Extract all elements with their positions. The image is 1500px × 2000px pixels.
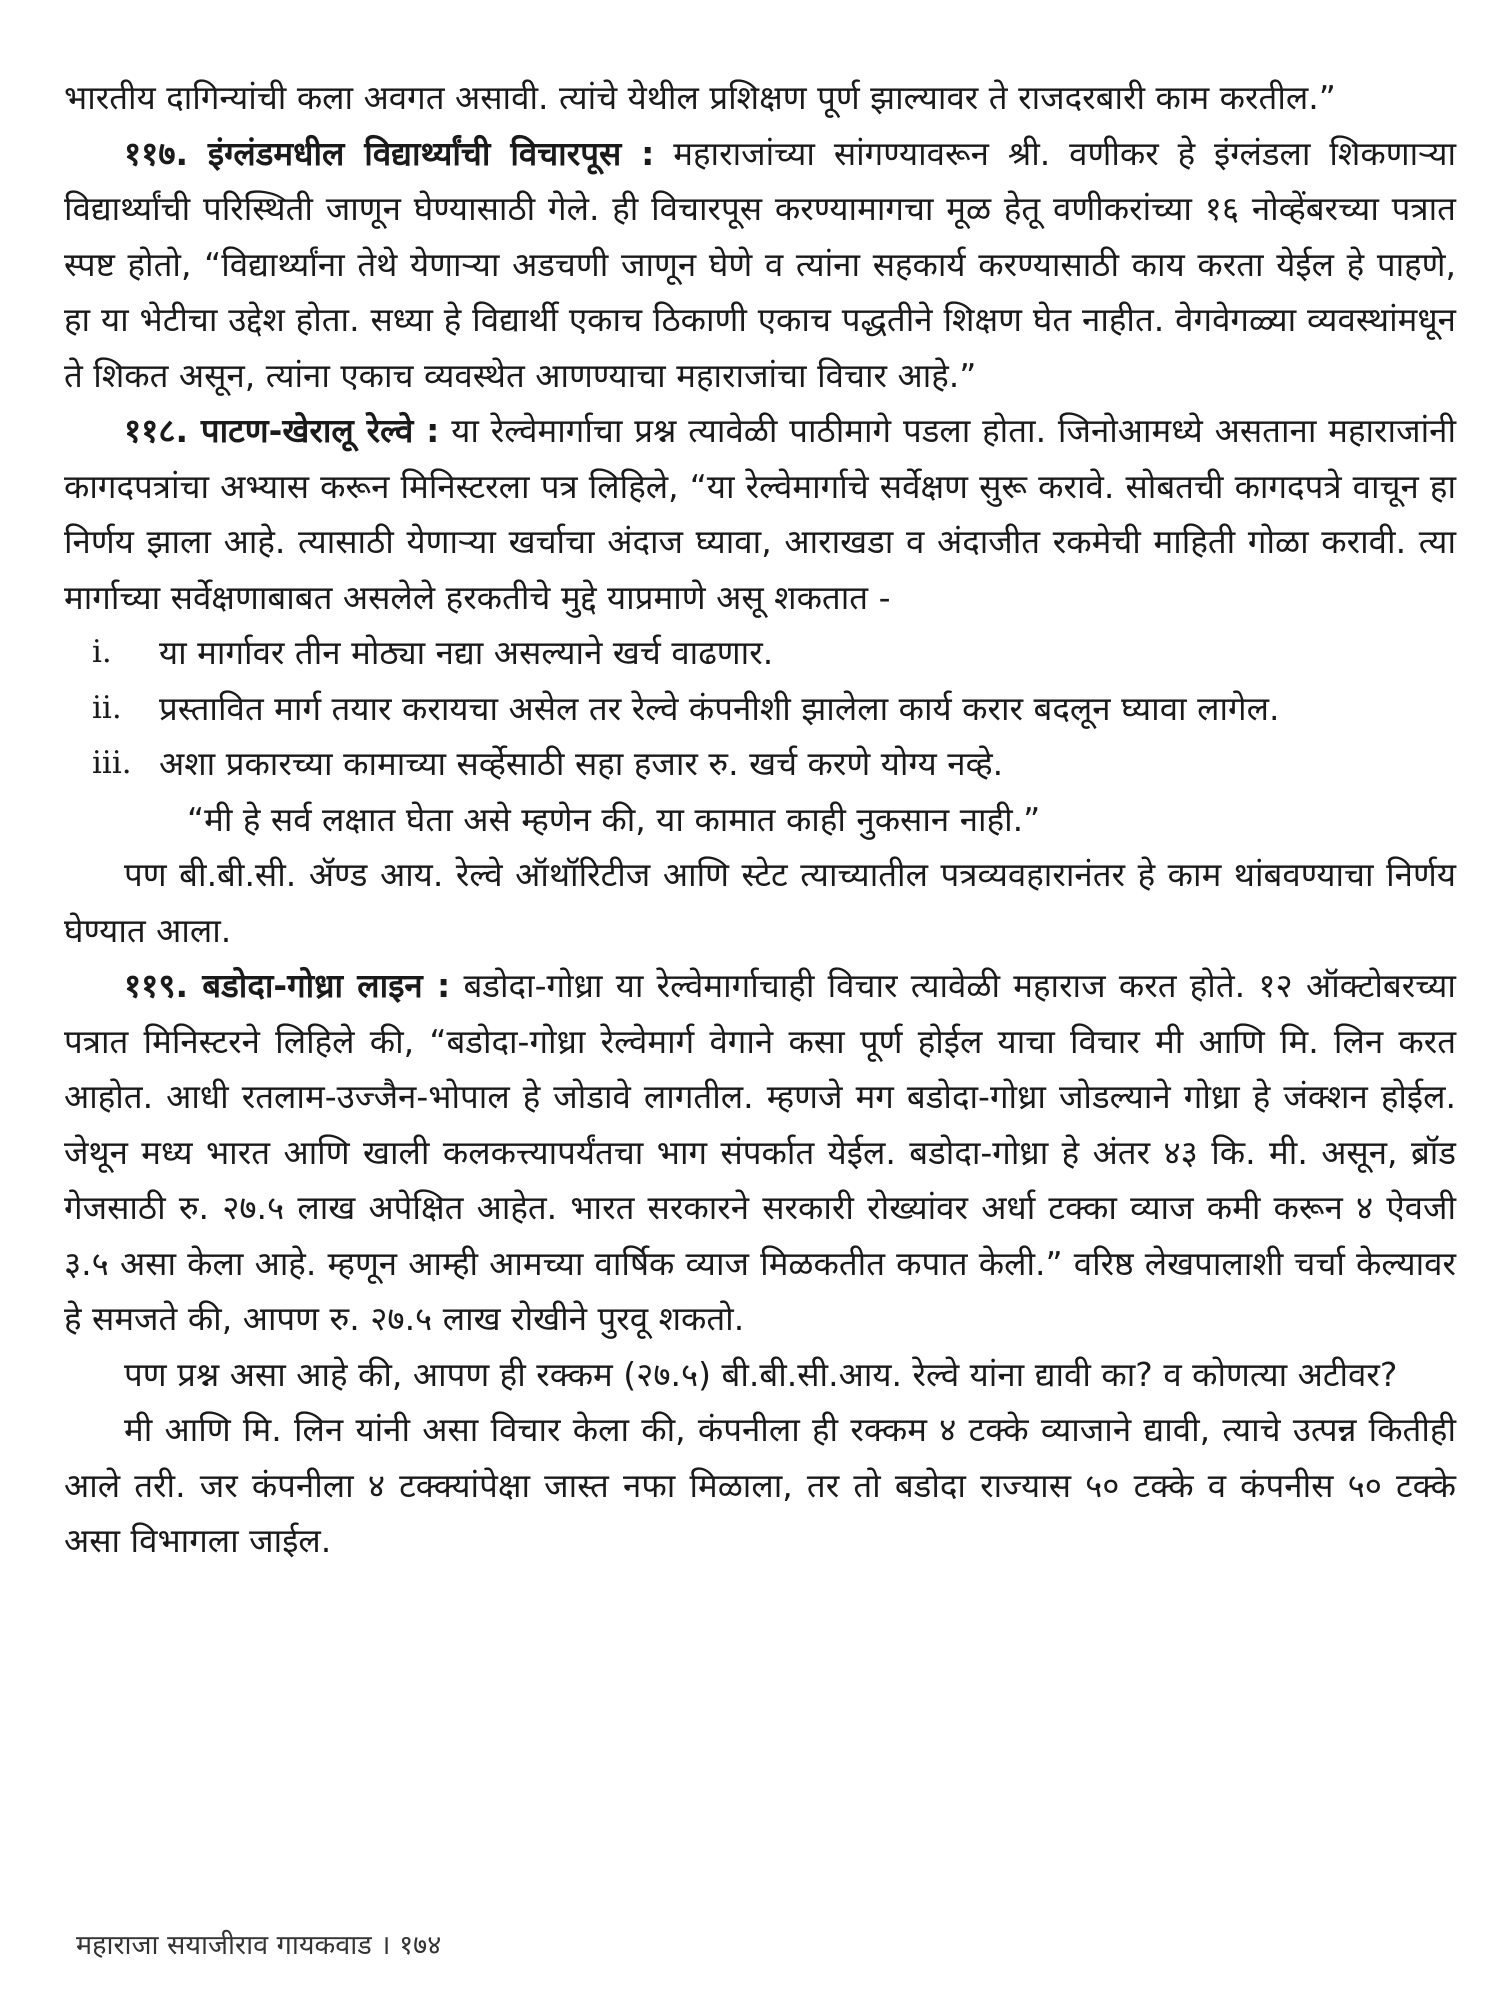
section-117-body: महाराजांच्या सांगण्यावरून श्री. वणीकर हे इंग्लंडला शिकणाऱ्या विद्यार्थ्यांची परिस्थिती जाणून घेण्यासाठी गेले. ही विचारपूस करण्यामागचा मूळ हेतू वणीकरांच्या १६ नोव्हेंबरच्या पत्रात स्पष्ट होतो, “विद्यार्थ्यांना तेथे येणाऱ्या अडचणी जाणून घेणे व त्यांना सहकार्य करण्यासाठी काय करता येईल हे पाहणे, हा या भेटीचा उद्देश होता. सध्या हे विद्यार्थी एकाच ठिकाणी एकाच पद्धतीने शिक्षण घेत नाहीत. वेगवेगळ्या व्यवस्थांमधून ते शिकत असून, त्यांना एकाच व्यवस्थेत आणण्याचा महाराजांचा विचार आहे.” <box>64 133 1457 395</box>
intro-paragraph: भारतीय दागिन्यांची कला अवगत असावी. त्यांचे येथील प्रशिक्षण पूर्ण झाल्यावर ते राजदरबारी काम करतील.” <box>64 78 1336 117</box>
section-118 <box>64 403 1456 625</box>
page-footer: महाराजा सयाजीराव गायकवाड । १७४ <box>76 1930 442 1961</box>
list-item <box>64 736 1456 792</box>
list-item-text: या मार्गावर तीन मोठ्या नद्या असल्याने खर्च वाढणार. <box>159 633 774 672</box>
section-118-body: या रेल्वेमार्गाचा प्रश्न त्यावेळी पाठीमागे पडला होता. जिनोआमध्ये असताना महाराजांनी कागदपत्रांचा अभ्यास करून मिनिस्टरला पत्र लिहिले, “या रेल्वेमार्गाचे सर्वेक्षण सुरू करावे. सोबतची कागदपत्रे वाचून हा निर्णय झाला आहे. त्यासाठी येणाऱ्या खर्चाचा अंदाज घ्यावा, आराखडा व अंदाजीत रकमेची माहिती गोळा करावी. त्या मार्गाच्या सर्वेक्षणाबाबत असलेले हरकतीचे मुद्दे याप्रमाणे असू शकतात - <box>64 411 1456 617</box>
list-item-text: अशा प्रकारच्या कामाच्या सर्व्हेसाठी सहा हजार रु. खर्च करणे योग्य नव्हे. <box>159 744 1004 783</box>
section-119 <box>64 958 1456 1347</box>
list-item-number: iii. <box>92 745 132 781</box>
list-item-text: प्रस्तावित मार्ग तयार करायचा असेल तर रेल्वे कंपनीशी झालेला कार्य करार बदलून घ्यावा लागेल. <box>159 688 1280 728</box>
list-item-number: ii. <box>92 689 122 726</box>
list-item-number: i. <box>92 634 112 670</box>
section-119-proposal: मी आणि मि. लिन यांनी असा विचार केला की, कंपनीला ही रक्कम ४ टक्के व्याजाने द्यावी, त्याचे उत्पन्न कितीही आले तरी. जर कंपनीला ४ टक्क्यांपेक्षा जास्त नफा मिळाला, तर तो बडोदा राज्यास ५० टक्के व कंपनीस ५० टक्के असा विभागला जाईल. <box>64 1410 1456 1560</box>
section-119-body: बडोदा-गोध्रा या रेल्वेमार्गाचाही विचार त्यावेळी महाराज करत होते. १२ ऑक्टोबरच्या पत्रात मिनिस्टरने लिहिले की, “बडोदा-गोध्रा रेल्वेमार्ग वेगाने कसा पूर्ण होईल याचा विचार मी आणि मि. लिन करत आहोत. आधी रतलाम-उज्जैन-भोपाल हे जोडावे लागतील. म्हणजे मग बडोदा-गोध्रा जोडल्याने गोध्रा हे जंक्शन होईल. जेथून मध्य भारत आणि खाली कलकत्त्यापर्यंतचा भाग संपर्कात येईल. बडोदा-गोध्रा हे अंतर ४३ कि. मी. असून, ब्रॉड गेजसाठी रु. २७.५ लाख अपेक्षित आहेत. भारत सरकारने सरकारी रोख्यांवर अर्धा टक्का व्याज कमी करून ४ ऐवजी ३.५ असा केला आहे. म्हणून आम्ही आमच्या वार्षिक व्याज मिळकतीत कपात केली.” वरिष्ठ लेखपालाशी चर्चा केल्यावर हे समजते की, आपण रु. २७.५ लाख रोखीने पुरवू शकतो. <box>64 966 1456 1338</box>
section-118-conclusion: पण बी.बी.सी. ॲण्ड आय. रेल्वे ऑथॉरिटीज आणि स्टेट त्याच्यातील पत्रव्यवहारानंतर हे काम थांबवण्याचा निर्णय घेण्यात आला. <box>64 855 1456 950</box>
page-body <box>64 70 1456 1569</box>
section-119-question: पण प्रश्न असा आहे की, आपण ही रक्कम (२७.५) बी.बी.सी.आय. रेल्वे यांना द्यावी का? व कोणत्या अटीवर? <box>124 1354 1398 1394</box>
minister-quote: “मी हे सर्व लक्षात घेता असे म्हणेन की, या कामात काही नुकसान नाही.” <box>187 799 1041 839</box>
section-117-heading: ११७. इंग्लंडमधील विद्यार्थ्यांची विचारपूस : <box>124 133 655 173</box>
section-117 <box>64 126 1456 404</box>
objection-list <box>64 625 1456 792</box>
list-item <box>64 681 1456 737</box>
list-item <box>64 625 1456 681</box>
section-118-heading: ११८. पाटण-खेरालू रेल्वे : <box>124 411 440 450</box>
section-119-heading: ११९. बडोदा-गोध्रा लाइन : <box>124 966 451 1005</box>
